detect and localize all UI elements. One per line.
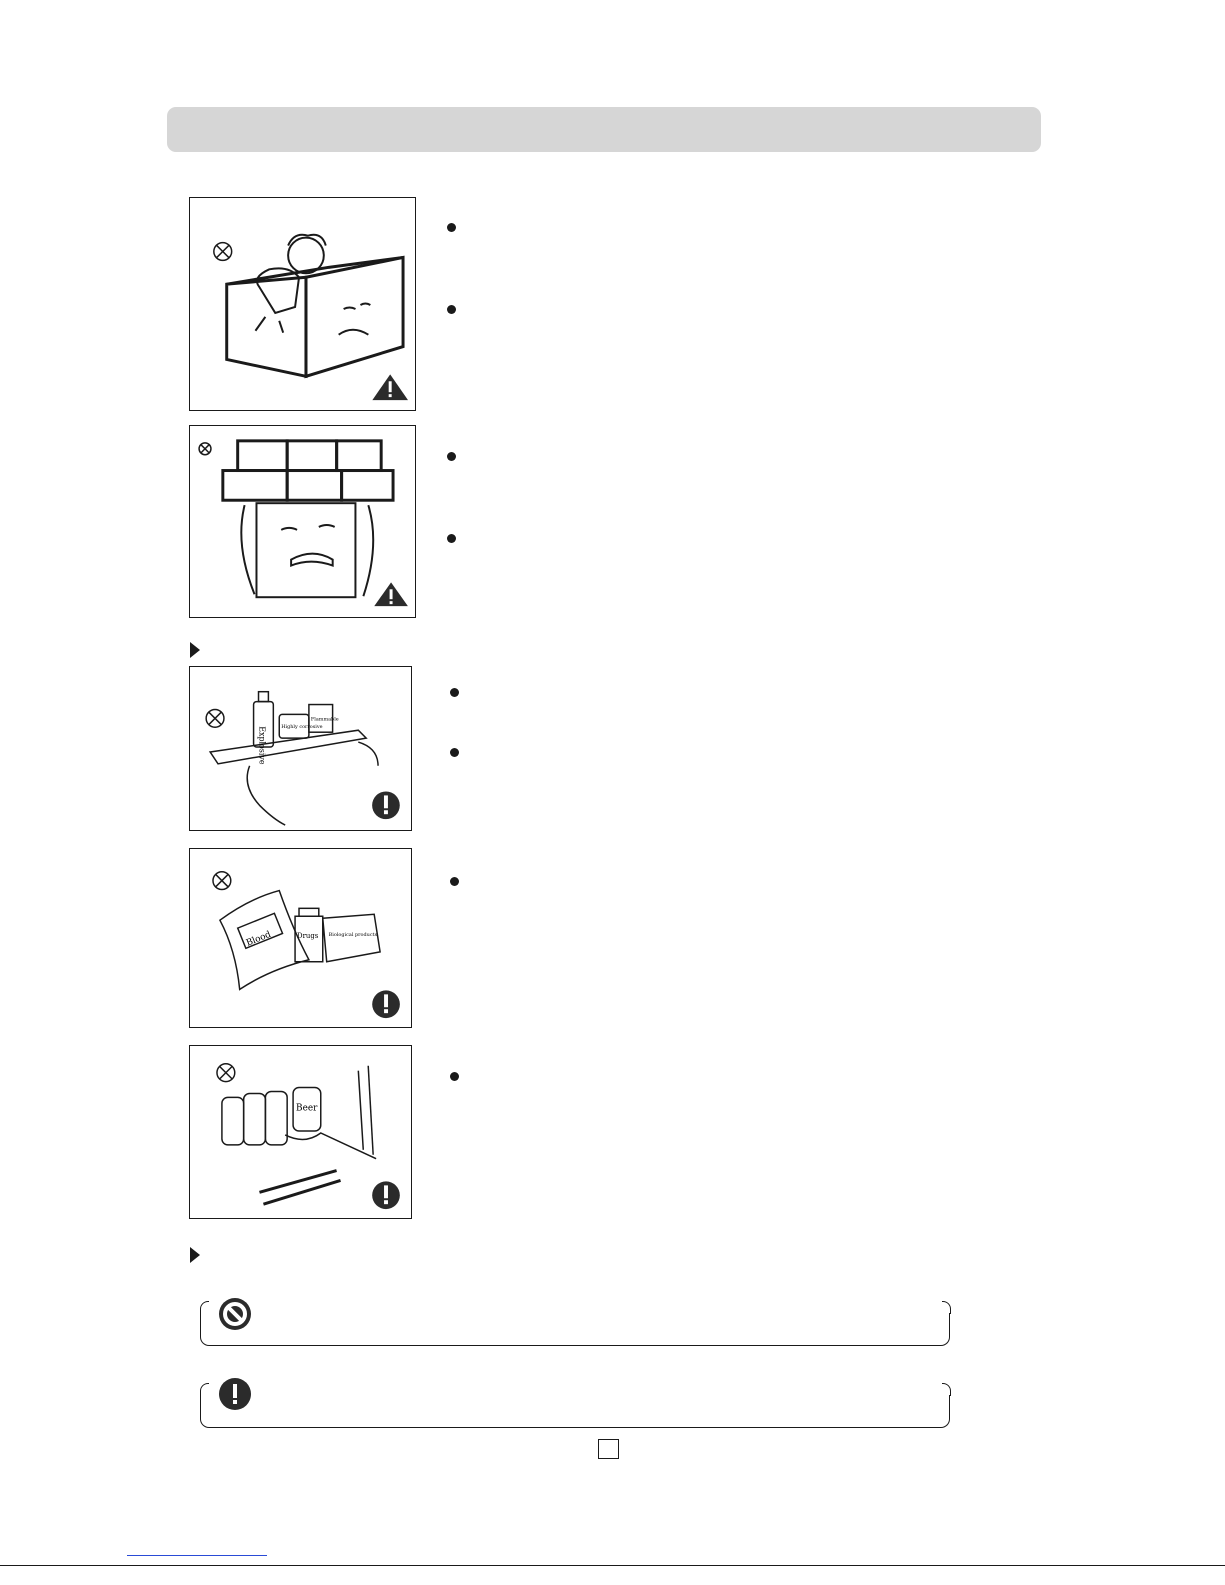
- medical-items-drawing: [190, 849, 411, 1027]
- bottom-rule: [0, 1565, 1225, 1566]
- label-beer: Beer: [296, 1103, 318, 1114]
- link-underline[interactable]: [127, 1555, 267, 1556]
- label-highly-corrosive: Highly corrosive: [281, 724, 323, 731]
- mandatory-note-box: [200, 1395, 950, 1428]
- bullet: [450, 1072, 459, 1081]
- bullet: [447, 305, 456, 314]
- label-flammable: Flammable: [310, 716, 339, 723]
- bullet: [447, 452, 456, 461]
- prohibited-note-box: [200, 1313, 950, 1346]
- section-marker-icon: [190, 642, 200, 658]
- exclamation-circle-icon: [219, 1378, 251, 1410]
- bullet: [447, 534, 456, 543]
- bullet: [450, 877, 459, 886]
- illustration-boxes-on-freezer: [189, 425, 416, 618]
- page-number-box: [598, 1439, 619, 1459]
- bullet: [450, 688, 459, 697]
- boxes-on-freezer-drawing: [190, 426, 415, 617]
- bullet: [447, 223, 456, 232]
- label-blood: Blood: [244, 929, 273, 949]
- illustration-medical-items: [189, 848, 412, 1028]
- beer-cans-drawing: [190, 1046, 411, 1218]
- label-drugs: Drugs: [297, 932, 319, 940]
- child-on-freezer-drawing: [190, 198, 415, 410]
- illustration-beer-cans: [189, 1045, 412, 1219]
- label-biological-products: Biological products: [328, 932, 378, 939]
- illustration-child-on-freezer: [189, 197, 416, 411]
- bullet: [450, 748, 459, 757]
- section-header-bar: [167, 107, 1041, 152]
- illustration-flammable-items: [189, 666, 412, 831]
- section-marker-icon: [190, 1247, 200, 1263]
- label-explosive: Explosive: [257, 726, 267, 765]
- prohibited-icon: [219, 1298, 251, 1330]
- flammable-items-drawing: [190, 667, 411, 830]
